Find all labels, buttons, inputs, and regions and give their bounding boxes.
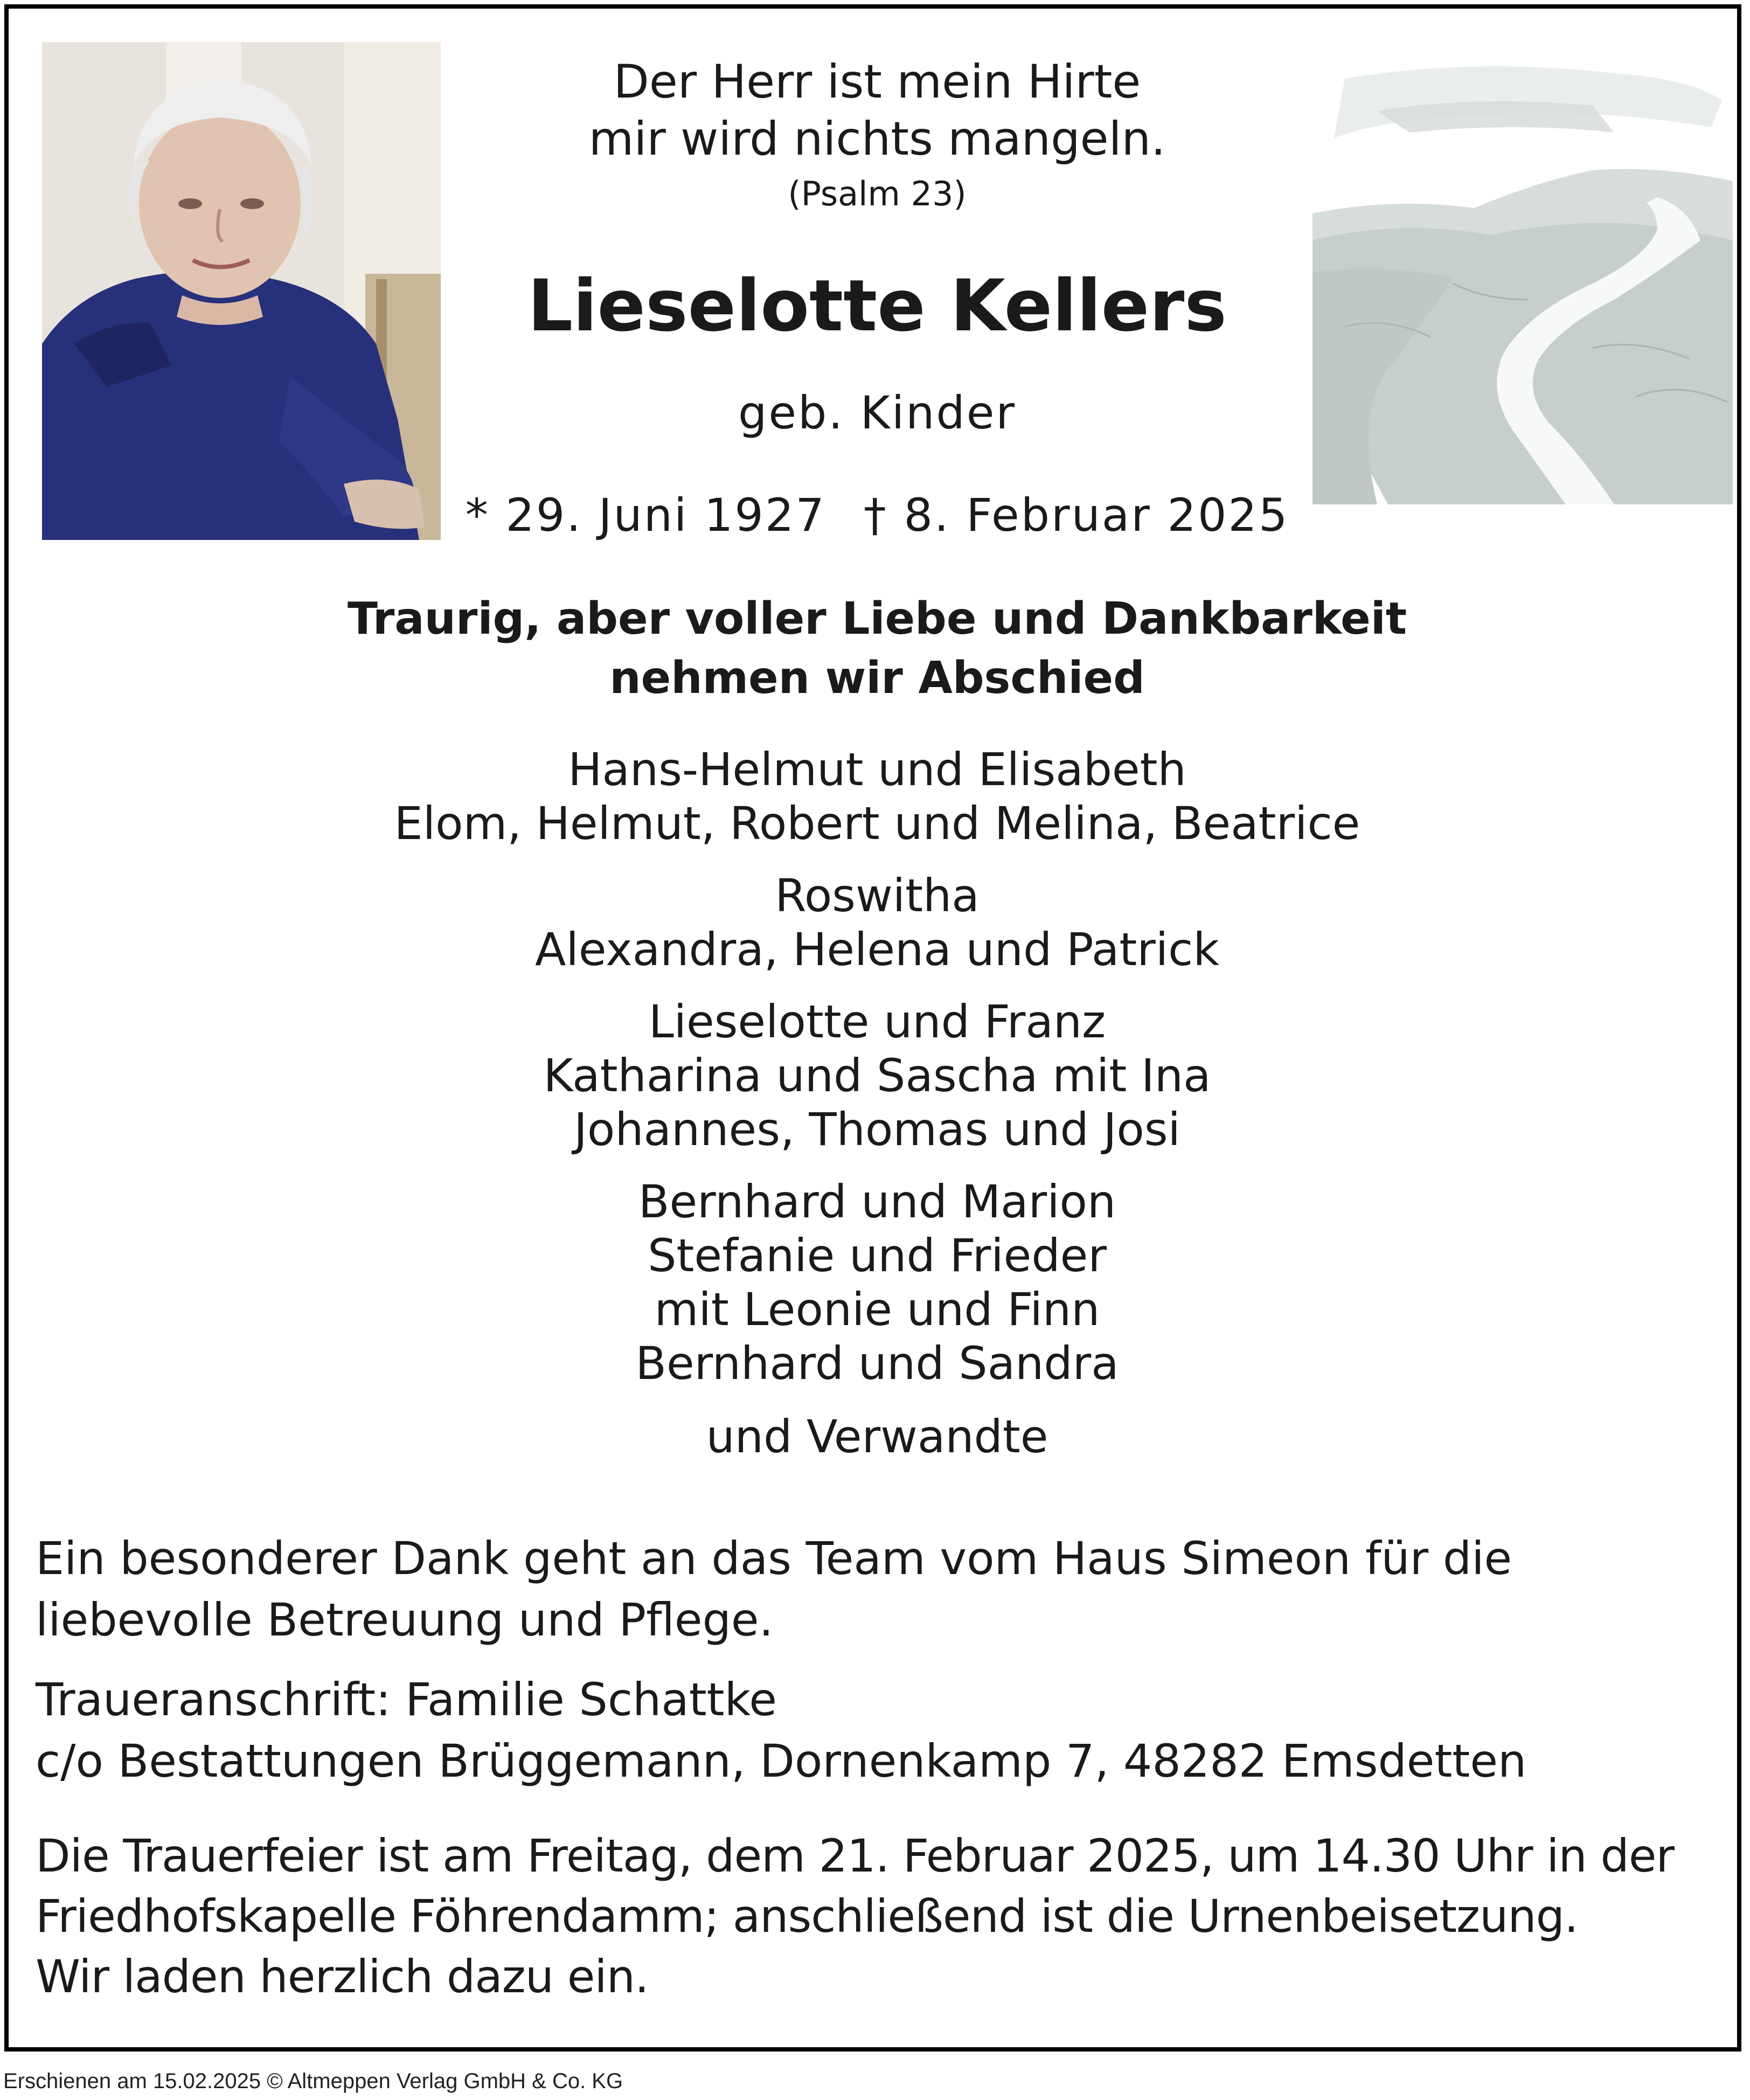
- family-line: mit Leonie und Finn: [654, 1283, 1100, 1336]
- psalm-line-1: Der Herr ist mein Hirte: [613, 55, 1141, 109]
- ceremony-line-1: Die Trauerfeier ist am Freitag, dem 21. Februar 2025, um 14.30 Uhr in der: [36, 1829, 1675, 1882]
- life-dates: [9, 488, 1746, 542]
- thanks-line-1: Ein besonderer Dank geht an das Team vom Haus Simeon für die: [36, 1532, 1512, 1585]
- family-line: Roswitha: [775, 869, 980, 922]
- relatives-line: und Verwandte: [706, 1410, 1048, 1463]
- death-date: † 8. Februar 2025: [863, 489, 1289, 542]
- family-line: Bernhard und Marion: [638, 1175, 1116, 1228]
- ceremony-line-2: Friedhofskapelle Föhrendamm; anschließend ist die Urnenbeisetzung.: [36, 1890, 1578, 1943]
- psalm-line-2: mir wird nichts mangeln.: [588, 112, 1166, 166]
- birth-date: * 29. Juni 1927: [465, 489, 826, 542]
- mourning-line-1: Traurig, aber voller Liebe und Dankbarkeit: [347, 593, 1407, 644]
- mourning-line-2: nehmen wir Abschied: [609, 653, 1145, 704]
- maiden-name: geb. Kinder: [738, 386, 1016, 439]
- thanks-line-2: liebevolle Betreuung und Pflege.: [36, 1593, 774, 1646]
- family-line: Alexandra, Helena und Patrick: [535, 923, 1219, 976]
- family-line: Bernhard und Sandra: [635, 1337, 1119, 1390]
- address-line-2: c/o Bestattungen Brüggemann, Dornenkamp 7, 48282 Emsdetten: [36, 1735, 1527, 1787]
- family-line: Stefanie und Frieder: [648, 1229, 1107, 1282]
- family-line: Johannes, Thomas und Josi: [574, 1103, 1180, 1156]
- psalm-reference: (Psalm 23): [788, 174, 967, 213]
- family-line: Elom, Helmut, Robert und Melina, Beatrice: [394, 797, 1360, 850]
- obituary-card: [4, 4, 1741, 2052]
- family-line: Katharina und Sascha mit Ina: [543, 1049, 1211, 1102]
- deceased-name: Lieselotte Kellers: [527, 265, 1227, 348]
- address-line-1: Traueranschrift: Familie Schattke: [36, 1673, 777, 1726]
- family-line: Hans-Helmut und Elisabeth: [568, 743, 1186, 796]
- family-line: Lieselotte und Franz: [648, 995, 1106, 1048]
- publication-footer: Erschienen am 15.02.2025 © Altmeppen Verlag GmbH & Co. KG: [3, 2069, 623, 2093]
- ceremony-line-3: Wir laden herzlich dazu ein.: [36, 1950, 649, 2003]
